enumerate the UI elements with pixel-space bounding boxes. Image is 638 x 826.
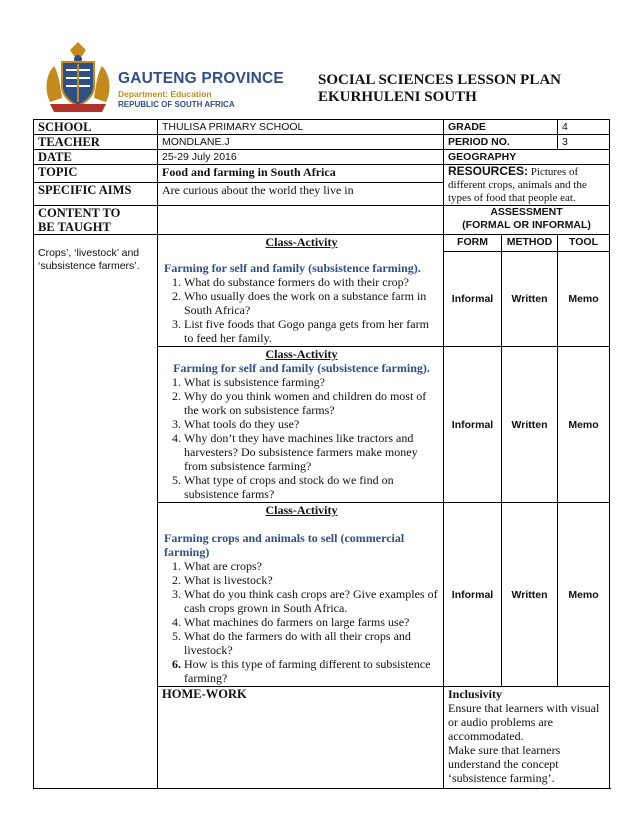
subject-value: GEOGRAPHY — [444, 150, 610, 165]
list-item: 1. What is subsistence farming? — [184, 375, 439, 389]
list-item: 2. Why do you think women and children do most of the work on subsistence farms? — [184, 389, 439, 417]
list-item: 3. List five foods that Gogo panga gets from her farm to feed her family. — [184, 317, 439, 345]
activity-1 — [158, 235, 444, 347]
period-label: PERIOD NO. — [444, 135, 558, 150]
list-item: 4. Why don’t they have machines like tractors and harvesters? Do subsistence farmers make money from subsistence farming? — [184, 431, 439, 473]
activity-question-list — [164, 559, 439, 685]
resources-cell — [444, 165, 610, 206]
activity-subtitle: Farming for self and family (subsistence farming). — [164, 261, 421, 275]
activity-2 — [158, 347, 444, 503]
homework-cell — [444, 687, 610, 789]
activity-2-form: Informal — [444, 347, 502, 503]
list-item: 2. What is livestock? — [184, 573, 439, 587]
content-header-empty — [158, 206, 444, 235]
list-item: 1. What do substance formers do with their crop? — [184, 275, 439, 289]
activity-title: Class-Activity — [265, 235, 338, 249]
activity-question-list — [164, 275, 439, 345]
list-item: 5. What type of crops and stock do we find on subsistence farms? — [184, 473, 439, 501]
document-title — [318, 72, 561, 106]
assessment-line-2: (FORMAL OR INFORMAL) — [462, 219, 591, 231]
title-line-1: SOCIAL SCIENCES LESSON PLAN — [318, 72, 561, 88]
table-row-activity-1-title — [34, 235, 610, 252]
teacher-label: TEACHER — [34, 135, 158, 150]
activity-3 — [158, 503, 444, 687]
lesson-plan-table — [33, 119, 610, 789]
title-line-2: EKURHULENI SOUTH — [318, 89, 477, 105]
homework-heading: Inclusivity — [448, 687, 503, 701]
activity-title: Class-Activity — [265, 347, 338, 361]
activity-subtitle: Farming crops and animals to sell (commercial farming) — [164, 531, 405, 559]
table-row-school — [34, 120, 610, 135]
period-value: 3 — [558, 135, 610, 150]
activity-2-tool: Memo — [558, 347, 610, 503]
list-item — [184, 657, 439, 685]
gauteng-coat-of-arms-logo — [40, 40, 116, 116]
activity-2-method: Written — [502, 347, 558, 503]
table-row-teacher — [34, 135, 610, 150]
assessment-line-1: ASSESSMENT — [490, 206, 563, 218]
content-text: Crops’, ‘livestock’ and ‘subsistence farmers’. — [34, 235, 158, 789]
resources-value: Pictures of different crops, animals and the types of food that people eat. — [448, 166, 587, 204]
grade-value: 4 — [558, 120, 610, 135]
activity-3-method: Written — [502, 503, 558, 687]
content-label — [34, 206, 158, 235]
grade-label: GRADE — [444, 120, 558, 135]
brand-department: Department: Education — [118, 89, 212, 99]
activity-1-form: Informal — [444, 252, 502, 347]
teacher-value: MONDLANE.J — [158, 135, 444, 150]
list-item: 1. What are crops? — [184, 559, 439, 573]
list-item: 5. What do the farmers do with all their crops and livestock? — [184, 629, 439, 657]
col-form-header: FORM — [444, 235, 502, 252]
table-row-topic — [34, 165, 610, 183]
list-item: 3. What do you think cash crops are? Give examples of cash crops grown in South Africa. — [184, 587, 439, 615]
assessment-header — [444, 206, 610, 235]
activity-title: Class-Activity — [265, 503, 338, 517]
list-item: 2. Who usually does the work on a substance farm in South Africa? — [184, 289, 439, 317]
date-label: DATE — [34, 150, 158, 165]
brand-country: REPUBLIC OF SOUTH AFRICA — [118, 100, 235, 109]
table-row-content-header — [34, 206, 610, 235]
activity-3-form: Informal — [444, 503, 502, 687]
school-label: SCHOOL — [34, 120, 158, 135]
homework-line-1: Ensure that learners with visual or audio problems are accommodated. — [448, 701, 600, 743]
homework-line-2: Make sure that learners understand the concept ‘subsistence farming’. — [448, 743, 561, 785]
brand-block — [118, 70, 284, 109]
activity-1-tool: Memo — [558, 252, 610, 347]
topic-value: Food and farming in South Africa — [158, 165, 444, 183]
content-label-line-2: BE TAUGHT — [38, 220, 111, 234]
activity-1-method: Written — [502, 252, 558, 347]
col-method-header: METHOD — [502, 235, 558, 252]
list-item: 3. What tools do they use? — [184, 417, 439, 431]
aims-label: SPECIFIC AIMS — [34, 183, 158, 206]
question-text: How is this type of farming different to subsistence farming? — [184, 657, 431, 685]
date-value: 25-29 July 2016 — [158, 150, 444, 165]
content-label-line-1: CONTENT TO — [38, 206, 121, 220]
activity-question-list — [164, 375, 439, 501]
activity-subtitle: Farming for self and family (subsistence farming). — [173, 361, 430, 375]
activity-3-tool: Memo — [558, 503, 610, 687]
col-tool-header: TOOL — [558, 235, 610, 252]
resources-label: RESOURCES: — [448, 164, 529, 178]
aims-value: Are curious about the world they live in — [158, 183, 444, 206]
brand-province: GAUTENG PROVINCE — [118, 70, 284, 87]
topic-label: TOPIC — [34, 165, 158, 183]
homework-label: HOME-WORK — [158, 687, 444, 789]
list-item: 4. What machines do farmers on large farms use? — [184, 615, 439, 629]
table-row-date — [34, 150, 610, 165]
school-value: THULISA PRIMARY SCHOOL — [158, 120, 444, 135]
